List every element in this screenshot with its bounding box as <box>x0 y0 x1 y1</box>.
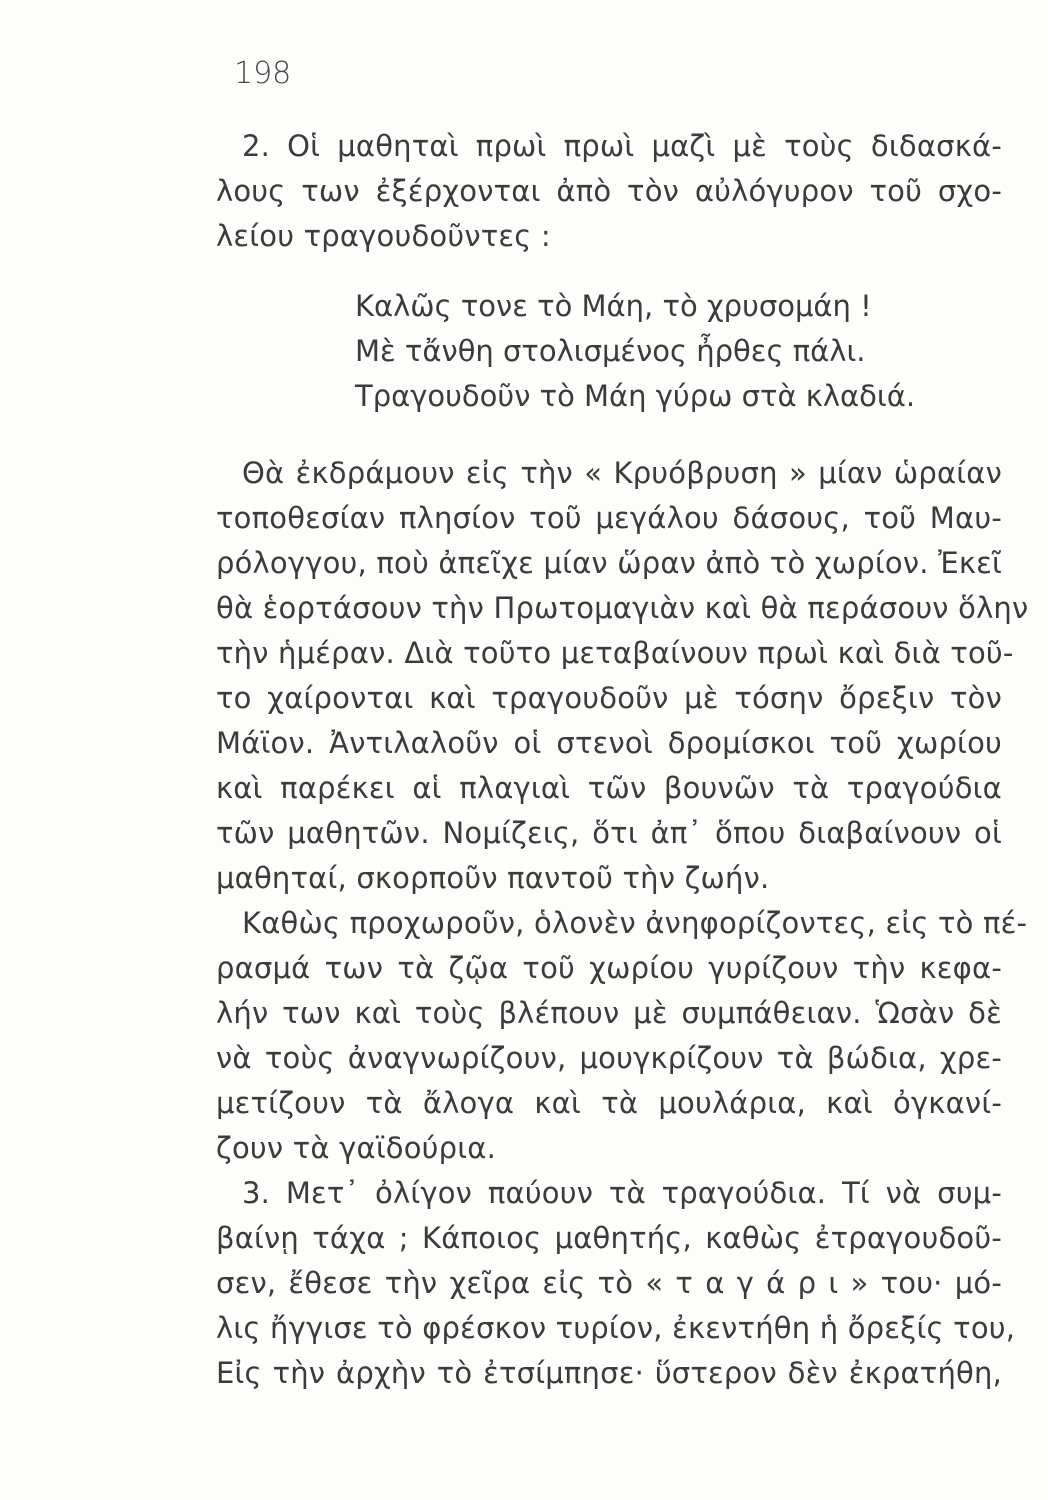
text-line: 2. Οἱ μαθηταὶ πρωὶ πρωὶ μαζὶ μὲ τοὺς διδασκά- <box>242 129 1002 163</box>
text-line: ρασμά των τὰ ζῷα τοῦ χωρίου γυρίζουν τὴν κεφα- <box>216 951 1002 985</box>
text-line: λήν των καὶ τοὺς βλέπουν μὲ συμπάθειαν. Ὡσὰν δὲ <box>216 996 1002 1030</box>
text-line: 3. Μετ᾿ ὀλίγον παύουν τὰ τραγούδια. Τί νὰ συμ- <box>242 1176 1002 1210</box>
text-line: τοποθεσίαν πλησίον τοῦ μεγάλου δάσους, τοῦ Μαυ- <box>216 501 1002 535</box>
text-line: το χαίρονται καὶ τραγουδοῦν μὲ τόσην ὄρεξιν τὸν <box>216 681 1002 715</box>
text-line: βαίνῃ τάχα ; Κάποιος μαθητής, καθὼς ἐτραγουδοῦ- <box>216 1221 1002 1255</box>
text-line: Θὰ ἐκδράμουν εἰς τὴν « Κρυόβρυση » μίαν ὡραίαν <box>242 456 1002 490</box>
text-line: ρόλογγου, ποὺ ἀπεῖχε μίαν ὥραν ἀπὸ τὸ χωρίον. Ἐκεῖ <box>216 546 1003 580</box>
text-line: λους των ἐξέρχονται ἀπὸ τὸν αὐλόγυρον τοῦ σχο- <box>216 174 1002 208</box>
text-line: Εἰς τὴν ἀρχὴν τὸ ἐτσίμπησε· ὕστερον δὲν ἐκρατήθη, <box>216 1356 1002 1390</box>
text-line: τῶν μαθητῶν. Νομίζεις, ὅτι ἀπ᾿ ὅπου διαβαίνουν οἱ <box>216 816 1002 850</box>
verse-line: Τραγουδοῦν τὸ Μάη γύρω στὰ κλαδιά. <box>355 379 916 413</box>
text-line: λις ἤγγισε τὸ φρέσκον τυρίον, ἐκεντήθη ἡ ὄρεξίς του, <box>216 1311 1016 1345</box>
text-line: θὰ ἑορτάσουν τὴν Πρωτομαγιὰν καὶ θὰ περάσουν ὅλην <box>216 591 1029 625</box>
text-line: νὰ τοὺς ἀναγνωρίζουν, μουγκρίζουν τὰ βώδια, χρε- <box>216 1041 1002 1075</box>
text-line: μαθηταί, σκορποῦν παντοῦ τὴν ζωήν. <box>216 861 770 895</box>
text-line: μετίζουν τὰ ἄλογα καὶ τὰ μουλάρια, καὶ ὀγκανί- <box>216 1086 1002 1120</box>
text-line: καὶ παρέκει αἱ πλαγιαὶ τῶν βουνῶν τὰ τραγούδια <box>216 771 1002 805</box>
verse-line: Καλῶς τονε τὸ Μάη, τὸ χρυσομάη ! <box>355 289 872 323</box>
text-line: σεν, ἔθεσε τὴν χεῖρα εἰς τὸ « τ α γ ά ρ ι » του· μό- <box>216 1266 1002 1300</box>
page-number: 198 <box>234 56 292 91</box>
text-line: τὴν ἡμέραν. Διὰ τοῦτο μεταβαίνουν πρωὶ καὶ διὰ τοῦ- <box>216 636 1014 670</box>
text-line: Καθὼς προχωροῦν, ὁλονὲν ἀνηφορίζοντες, εἰς τὸ πέ- <box>242 906 1028 940</box>
verse-line: Μὲ τἄνθη στολισμένος ἦρθες πάλι. <box>355 334 866 368</box>
text-line: Μάϊον. Ἀντιλαλοῦν οἱ στενοὶ δρομίσκοι τοῦ χωρίου <box>216 726 1002 760</box>
text-line: ζουν τὰ γαϊδούρια. <box>216 1131 497 1165</box>
text-line: λείου τραγουδοῦντες : <box>216 219 551 253</box>
